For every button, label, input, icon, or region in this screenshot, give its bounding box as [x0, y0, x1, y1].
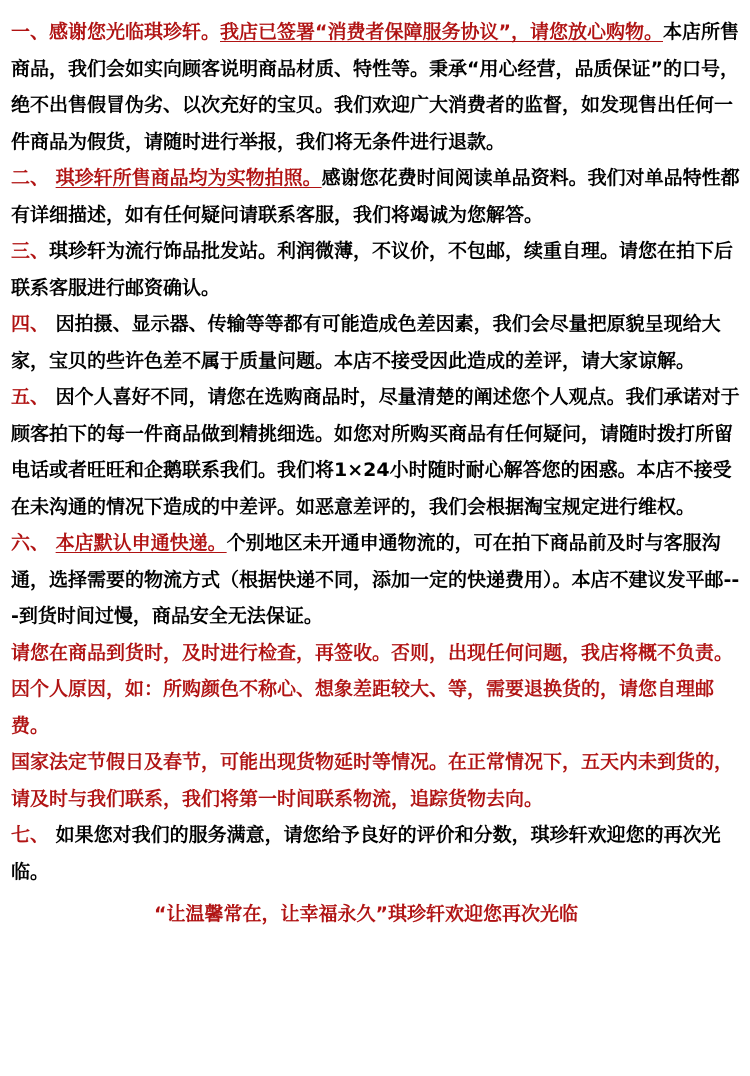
section-2 — [11, 160, 741, 233]
section-6-highlight: 本店默认申通快递。 — [55, 532, 227, 554]
note-holidays: 国家法定节假日及春节，可能出现货物延时等情况。在正常情况下，五天内未到货的，请及时与我们联系，我们将第一时间联系物流，追踪货物去向。 — [11, 751, 734, 810]
section-4-body: 因拍摄、显示器、传输等等都有可能造成色差因素，我们会尽量把原貌呈现给大家，宝贝的些许色差不属于质量问题。本店不接受因此造成的差评，请大家谅解。 — [11, 313, 721, 372]
section-3 — [11, 233, 741, 306]
section-1-lead: 一、感谢您光临琪珍轩。 — [11, 21, 221, 43]
section-6-body: 个别地区未开通申通物流的，可在拍下商品前及时与客服沟通，选择需要的物流方式（根据快递不同，添加一定的快递费用）。本店不建议发平邮---到货时间过慢，商品安全无法保证。 — [11, 532, 740, 627]
section-1 — [11, 14, 741, 160]
section-7-body: 如果您对我们的服务满意，请您给予良好的评价和分数，琪珍轩欢迎您的再次光临。 — [11, 824, 721, 883]
section-4 — [11, 306, 741, 379]
note-returns: 因个人原因，如：所购颜色不称心、想象差距较大、等，需要退换货的，请您自理邮费。 — [11, 678, 715, 737]
section-1-body: 本店所售商品，我们会如实向顾客说明商品材质、特性等。秉承“用心经营，品质保证”的口号，绝不出售假冒伪劣、以次充好的宝贝。我们欢迎广大消费者的监督，如发现售出任何一件商品为假货，请随时进行举报，我们将无条件进行退款。 — [11, 21, 740, 153]
section-3-body: 琪珍轩为流行饰品批发站。利润微薄，不议价，不包邮，续重自理。请您在拍下后联系客服进行邮资确认。 — [11, 240, 734, 299]
section-4-lead: 四、 — [11, 313, 50, 335]
section-2-lead: 二、 — [11, 167, 56, 189]
section-1-highlight: 我店已签署“消费者保障服务协议”，请您放心购物。 — [220, 21, 663, 43]
note-inspection: 请您在商品到货时，及时进行检查，再签收。否则，出现任何问题，我店将概不负责。 — [11, 641, 734, 664]
section-7-lead: 七、 — [11, 824, 50, 846]
section-6-lead: 六、 — [11, 532, 56, 554]
section-6 — [11, 525, 741, 635]
section-7 — [11, 817, 741, 890]
section-5 — [11, 379, 741, 525]
section-3-lead: 三、 — [11, 240, 50, 262]
section-5-body: 因个人喜好不同，请您在选购商品时，尽量清楚的阐述您个人观点。我们承诺对于顾客拍下的每一件商品做到精挑细选。如您对所购买商品有任何疑问，请随时拨打所留电话或者旺旺和企鹅联系我们。我们将1×24小时随时耐心解答您的困惑。本店不接受在未沟通的情况下造成的中差评。如恶意差评的，我们会根据淘宝规定进行维权。 — [11, 386, 740, 518]
section-2-body: 感谢您花费时间阅读单品资料。我们对单品特性都有详细描述，如有任何疑问请联系客服，我们将竭诚为您解答。 — [11, 167, 740, 226]
section-2-highlight: 琪珍轩所售商品均为实物拍照。 — [55, 167, 322, 189]
closing-slogan: “让温馨常在，让幸福永久”琪珍轩欢迎您再次光临 — [154, 903, 578, 925]
section-5-lead: 五、 — [11, 386, 50, 408]
